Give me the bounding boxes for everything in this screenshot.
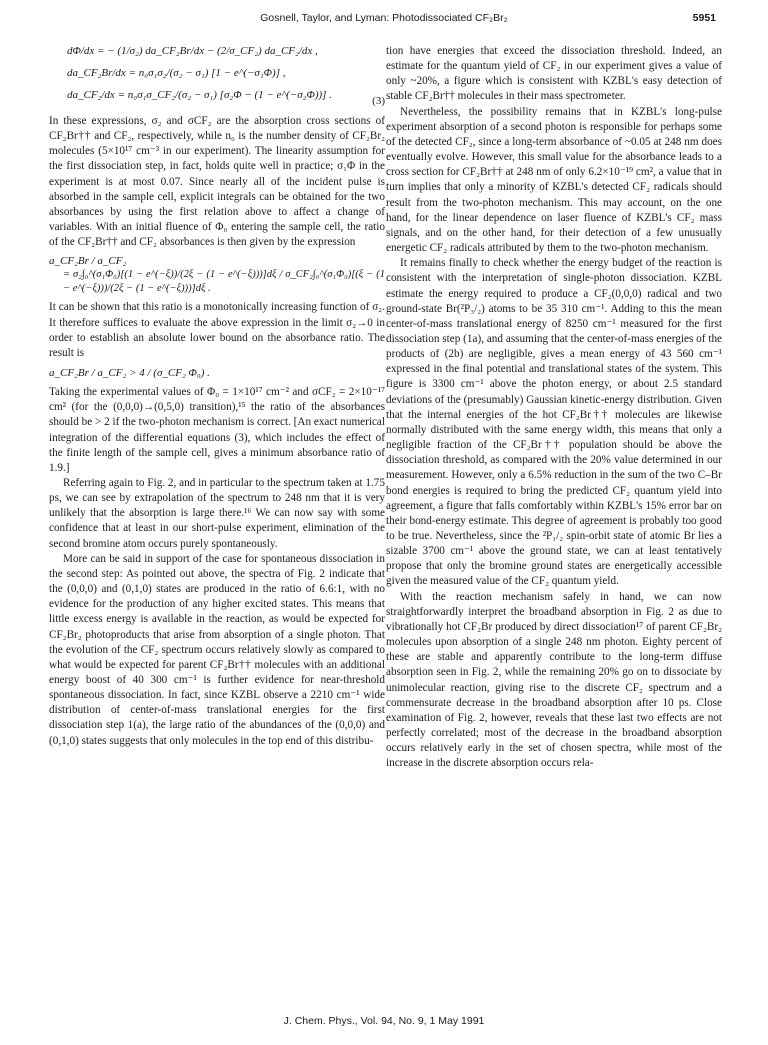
paragraph: With the reaction mechanism safely in hand, we can now straightforwardly interpret the broadband absorption in Fig. 2 as due to vibrationally hot CF₂Br produced by direct dissociation¹⁷ of parent CF₂Br₂ molecules upon absorption of a single 248 nm photon. Eighty percent of these are stable and apparently contribute to the long-term diffuse absorption seen in Fig. 2, while the remaining 20% go on to dissociate by unimolecular reaction, giving rise to the discrete CF₂ spectrum and a commensurate decrease in the broadband absorption after 10 ps. Close examination of Fig. 2, however, reveals that these last two effects are not perfectly correlated; most of the decrease in the broadband absorption occurs relatively early in the set of chosen spectra, while most of the increase in the discrete absorption occurs rela- — [386, 590, 722, 770]
right-column — [386, 44, 722, 772]
equation-bound: a_CF₂Br / a_CF₂ > 4 / (σ_CF₂ Φ₀) . — [49, 367, 210, 380]
equation-ratio-lhs: a_CF₂Br / a_CF₂ — [49, 255, 127, 268]
paragraph: More can be said in support of the case for spontaneous dissociation in the second step: As pointed out above, the spectra of Fig. 2 indicate that the (0,0,0) and (0,1,0) states are produced in the ratio of 6.6:1, with no evidence for the production of any higher excited states. This means that little excess energy is available in the reaction, as would be expected for CF₂Br₂ photoproducts that arise from absorption of a single photon. That the evolution of the CF₂ spectrum occurs relatively slowly as compared to what would be expected for parent CF₂Br†† molecules with an additional energy boost of 40 300 cm⁻¹ is further evidence for near-threshold spontaneous dissociation. In fact, since KZBL observe a 2210 cm⁻¹ wide distribution of center-of-mass translational energies for the first dissociation step 1(a), the large ratio of the abundances of the (0,0,0) and (0,1,0) states suggests that only molecules in the top end of this distribu- — [49, 552, 385, 747]
paragraph: Referring again to Fig. 2, and in particular to the spectrum taken at 1.75 ps, we can see by extrapolation of the spectrum to 248 nm that it is very unlikely that the absorption is large there.¹⁶ We can now say with some confidence that at least in our short-pulse experiment, elimination of the second bromine atom occurs purely spontaneously. — [49, 476, 385, 550]
equation-3-line-2: da_CF₂Br/dx = n₀σ₁σ₂/(σ₂ − σ₁) [1 − e^(−σ₁Φ)] , — [67, 67, 286, 79]
paragraph: It remains finally to check whether the energy budget of the reaction is consistent with the interpretation of single-photon dissociation. KZBL estimate the energy required to produce a CF₂(0,0,0) radical and two ground-state Br(²P₃/₂) atoms to be 35 310 cm⁻¹. Adding to this the mean center-of-mass translational energy of 8250 cm⁻¹ measured for the first dissociation step (1a), and assuming that the center-of-mass energies of the products of (2b) are negligible, gives a mean energy of 43 560 cm⁻¹ expressed in the final potential and translational states of the system. This figure is 3300 cm⁻¹ above the photon energy, or about 2.5 standard deviations of the (presumably) Gaussian kinetic-energy distribution. Given that the internal energies of the hot CF₂Br†† molecules are likewise normally distributed with the same energy width, this means that only a negligible fraction of the CF₂Br†† population should be above the dissociation threshold, as compared with the 20% value determined in our measurement. However, only a 6.5% reduction in the sum of the two C–Br bond energies is required to bring the predicted CF₂ quantum yield into agreement, a figure that falls comfortably within KZBL's 15% error bar on their bond-energy estimate. This degree of agreement is probably too good to be true. Nevertheless, since the ²P₁/₂ spin-orbit state of atomic Br lies a sizable 3700 cm⁻¹ above the ground state, we can at least tentatively propose that only the bromine ground states are energetically accessible given the measured value of the CF₂ quantum yield. — [386, 257, 722, 588]
paragraph: Taking the experimental values of Φ₀ = 1×10¹⁷ cm⁻² and σCF₂ = 2×10⁻¹⁷ cm² (for the (0,0,0)→(0,5,0) transition),¹⁵ the ratio of the absorbances should be > 2 if the two-photon mechanism is correct. [An exact numerical integration of the differential equations (3), which includes the effect of the finite length of the sample cell, gives a minimum absorbance ratio of 1.9.] — [49, 386, 385, 474]
running-header — [0, 12, 768, 32]
equation-ratio — [49, 254, 385, 296]
equation-3-number: (3) — [372, 95, 385, 107]
equation-ratio-rhs: = σ₂∫₀^(σ₁Φ₀)[(1 − e^(−ξ))/(2ξ − (1 − e^(−ξ)))]dξ / σ_CF₂∫₀^(σ₁Φ₀)[(ξ − (1 − e^(−ξ)))/(2ξ − (1 − e^(−ξ)))]dξ . — [63, 269, 385, 295]
paragraph: In these expressions, σ₂ and σCF₂ are the absorption cross sections of CF₂Br†† and CF₂, respectively, while n₀ is the number density of CF₂Br₂ molecules (5×10¹⁷ cm⁻³ in our experiment). The linearity assumption for the first dissociation step, in fact, holds quite well in practice; σ₁Φ in the experiment is at most 0.07. Since nearly all of the incident pulse is absorbed in the sample cell, explicit integrals can be obtained for the two absorbances by using the first relation above to affect a change of variables. With an initial fluence of Φ₀ entering the sample cell, the ratio of the CF₂Br†† and CF₂ absorbances is then given by the expression — [49, 115, 385, 249]
equation-3-line-1: dΦ/dx = − (1/σ₂) da_CF₂Br/dx − (2/σ_CF₂) da_CF₂/dx , — [67, 45, 318, 57]
paragraph: Nevertheless, the possibility remains that in KZBL's long-pulse experiment absorption of a second photon is responsible for perhaps some of the detected CF₂, since a long-term absorbance of ~0.05 at 248 nm does eventually evolve. However, this small value for the absorbance leads to a cross section for CF₂Br†† at 248 nm of only 6.2×10⁻¹⁹ cm², a value that in turn implies that only a minority of KZBL's detected CF₂ radicals should result from the two-photon mechanism. This may account, on the one hand, for the linear dependence on laser fluence of KZBL's CF₂ mass signals, and on the other hand, for their detection of a few unusually energetic CF₂ radicals attributed by them to the two-photon mechanism. — [386, 105, 722, 255]
journal-citation: J. Chem. Phys., Vol. 94, No. 9, 1 May 1991 — [283, 1015, 485, 1027]
paragraph: It can be shown that this ratio is a monotonically increasing function of σ₂. It therefore suffices to evaluate the above expression in the limit σ₂→0 in order to establish an absolute lower bound on the absorbance ratio. The result is — [49, 301, 385, 359]
equation-3 — [49, 44, 385, 114]
running-title: Gosnell, Taylor, and Lyman: Photodissociated CF₂Br₂ — [260, 12, 508, 24]
left-column — [49, 44, 385, 749]
page-number: 5951 — [692, 12, 716, 24]
equation-3-line-3: da_CF₂/dx = n₀σ₁σ_CF₂/(σ₂ − σ₁) [σ₂Φ − (1 − e^(−σ₂Φ))] . — [67, 89, 332, 101]
paragraph: tion have energies that exceed the dissociation threshold. Indeed, an estimate for the quantum yield of CF₂ in our experiment gives a value of only ~20%, a figure which is consistent with KZBL's easy detection of stable CF₂Br†† molecules in their mass spectrometer. — [386, 45, 722, 103]
